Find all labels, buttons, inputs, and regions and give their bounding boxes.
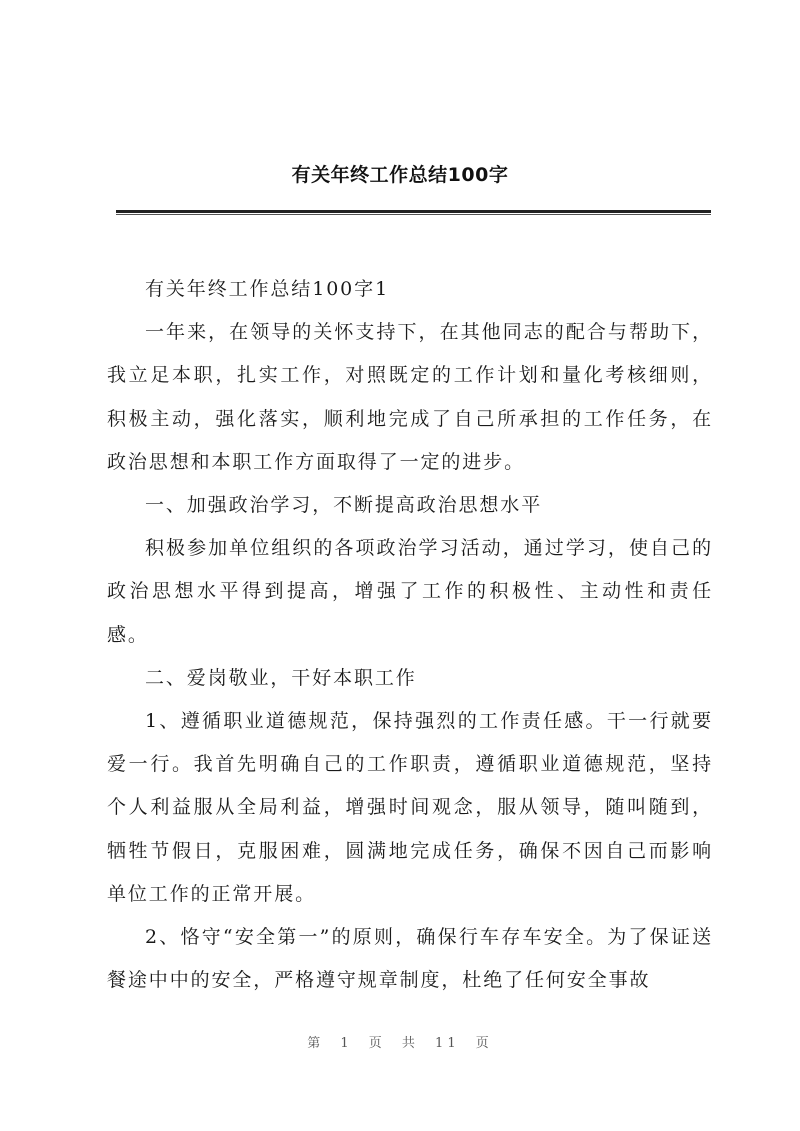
document-body: [107, 268, 713, 1002]
subheading-dedication: 二、爱岗敬业，干好本职工作: [145, 666, 417, 689]
professional-ethics-paragraph: 1、遵循职业道德规范，保持强烈的工作责任感。干一行就要爱一行。我首先明确自己的工作职责，遵循职业道德规范，坚持个人利益服从全局利益，增强时间观念，服从领导，随叫随到，牺牲节假日，克服困难，圆满地完成任务，确保不因自己而影响单位工作的正常开展。: [107, 710, 713, 905]
header-divider-thick: [116, 210, 711, 213]
intro-paragraph: 一年来，在领导的关怀支持下，在其他同志的配合与帮助下，我立足本职，扎实工作，对照既定的工作计划和量化考核细则，积极主动，强化落实，顺利地完成了自己所承担的工作任务，在政治思想和本职工作方面取得了一定的进步。: [107, 321, 713, 473]
document-title: 有关年终工作总结100字: [291, 164, 509, 186]
safety-paragraph: 2、恪守“安全第一”的原则，确保行车存车安全。为了保证送餐途中中的安全，严格遵守规章制度，杜绝了任何安全事故: [107, 926, 713, 992]
political-study-paragraph: 积极参加单位组织的各项政治学习活动，通过学习，使自己的政治思想水平得到提高，增强了工作的积极性、主动性和责任感。: [107, 537, 713, 646]
section-heading: 有关年终工作总结100字1: [145, 278, 390, 300]
header-divider-thin: [116, 214, 711, 215]
page-number: 第 1 页 共 11 页: [307, 1036, 493, 1051]
page-header: [0, 160, 800, 187]
subheading-political-study: 一、加强政治学习，不断提高政治思想水平: [145, 494, 543, 517]
